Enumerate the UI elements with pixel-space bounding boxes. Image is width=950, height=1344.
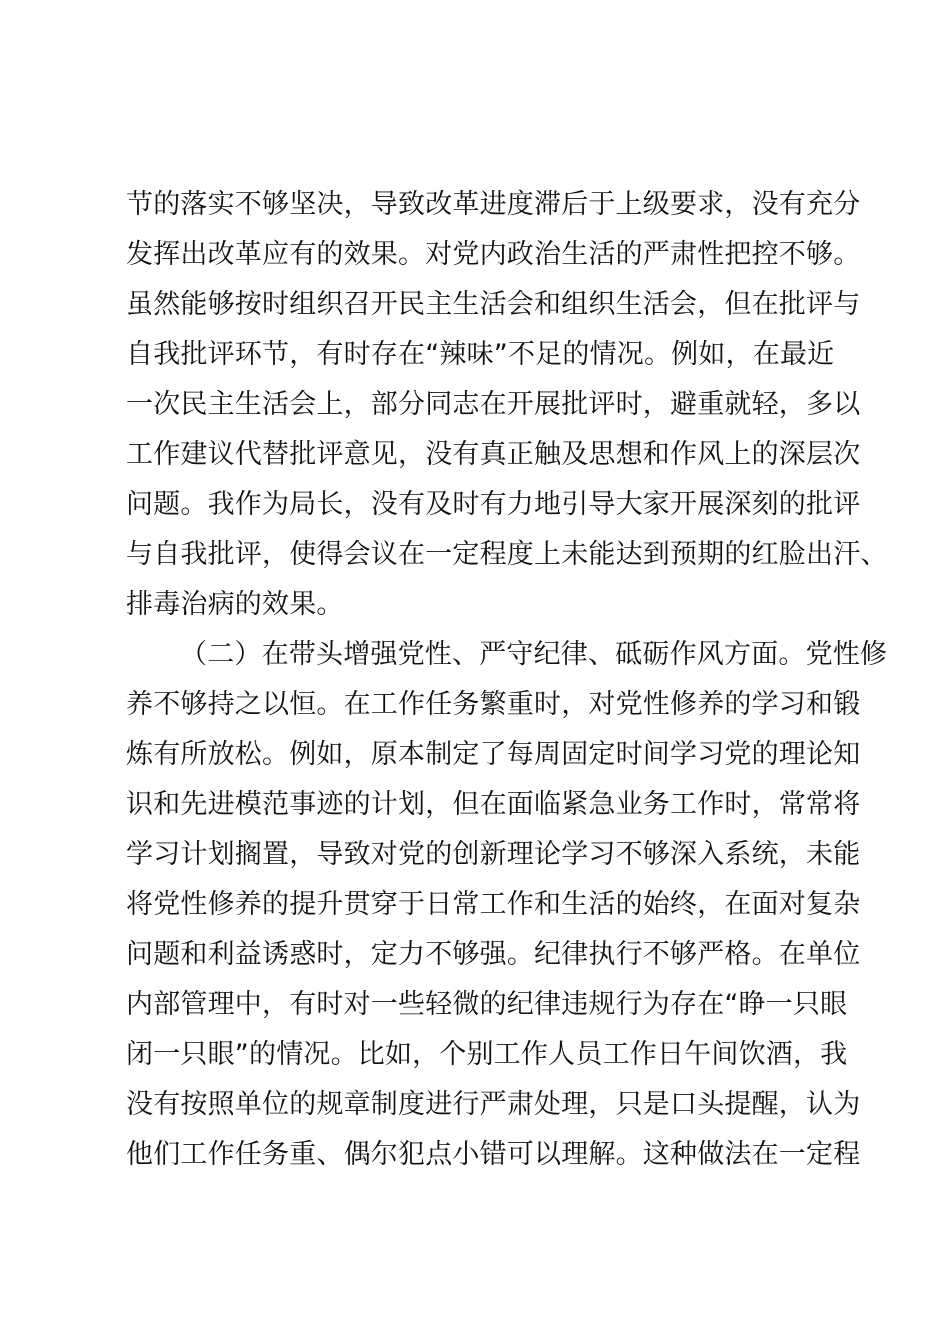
text-line: 学习计划搁置，导致对党的创新理论学习不够深入系统，未能 [126,839,861,870]
text-line: 发挥出改革应有的效果。对党内政治生活的严肃性把控不够。 [126,239,861,270]
text-line: 问题。我作为局长，没有及时有力地引导大家开展深刻的批评 [126,489,861,520]
text-line: 排毒治病的效果。 [126,589,344,620]
text-line: 炼有所放松。例如，原本制定了每周固定时间学习党的理论知 [126,739,861,770]
text-line: 虽然能够按时组织召开民主生活会和组织生活会，但在批评与 [126,289,861,320]
section-heading-line: （二）在带头增强党性、严守纪律、砥砺作风方面。党性修 [180,639,888,670]
text-line: 内部管理中，有时对一些轻微的纪律违规行为存在“睁一只眼 [126,989,848,1020]
text-line: 与自我批评，使得会议在一定程度上未能达到预期的红脸出汗、 [126,539,888,570]
text-line: 养不够持之以恒。在工作任务繁重时，对党性修养的学习和锻 [126,689,861,720]
text-line: 闭一只眼”的情况。比如，个别工作人员工作日午间饮酒，我 [126,1039,848,1070]
text-line: 工作建议代替批评意见，没有真正触及思想和作风上的深层次 [126,439,861,470]
body-text [126,180,888,1180]
text-line: 没有按照单位的规章制度进行严肃处理，只是口头提醒，认为 [126,1089,861,1120]
text-line: 识和先进模范事迹的计划，但在面临紧急业务工作时，常常将 [126,789,861,820]
text-line: 节的落实不够坚决，导致改革进度滞后于上级要求，没有充分 [126,189,861,220]
text-line: 自我批评环节，有时存在“辣味”不足的情况。例如，在最近 [126,339,835,370]
text-line: 他们工作任务重、偶尔犯点小错可以理解。这种做法在一定程 [126,1139,861,1170]
text-line: 将党性修养的提升贯穿于日常工作和生活的始终，在面对复杂 [126,889,861,920]
text-line: 一次民主生活会上，部分同志在开展批评时，避重就轻，多以 [126,389,861,420]
text-line: 问题和利益诱惑时，定力不够强。纪律执行不够严格。在单位 [126,939,861,970]
